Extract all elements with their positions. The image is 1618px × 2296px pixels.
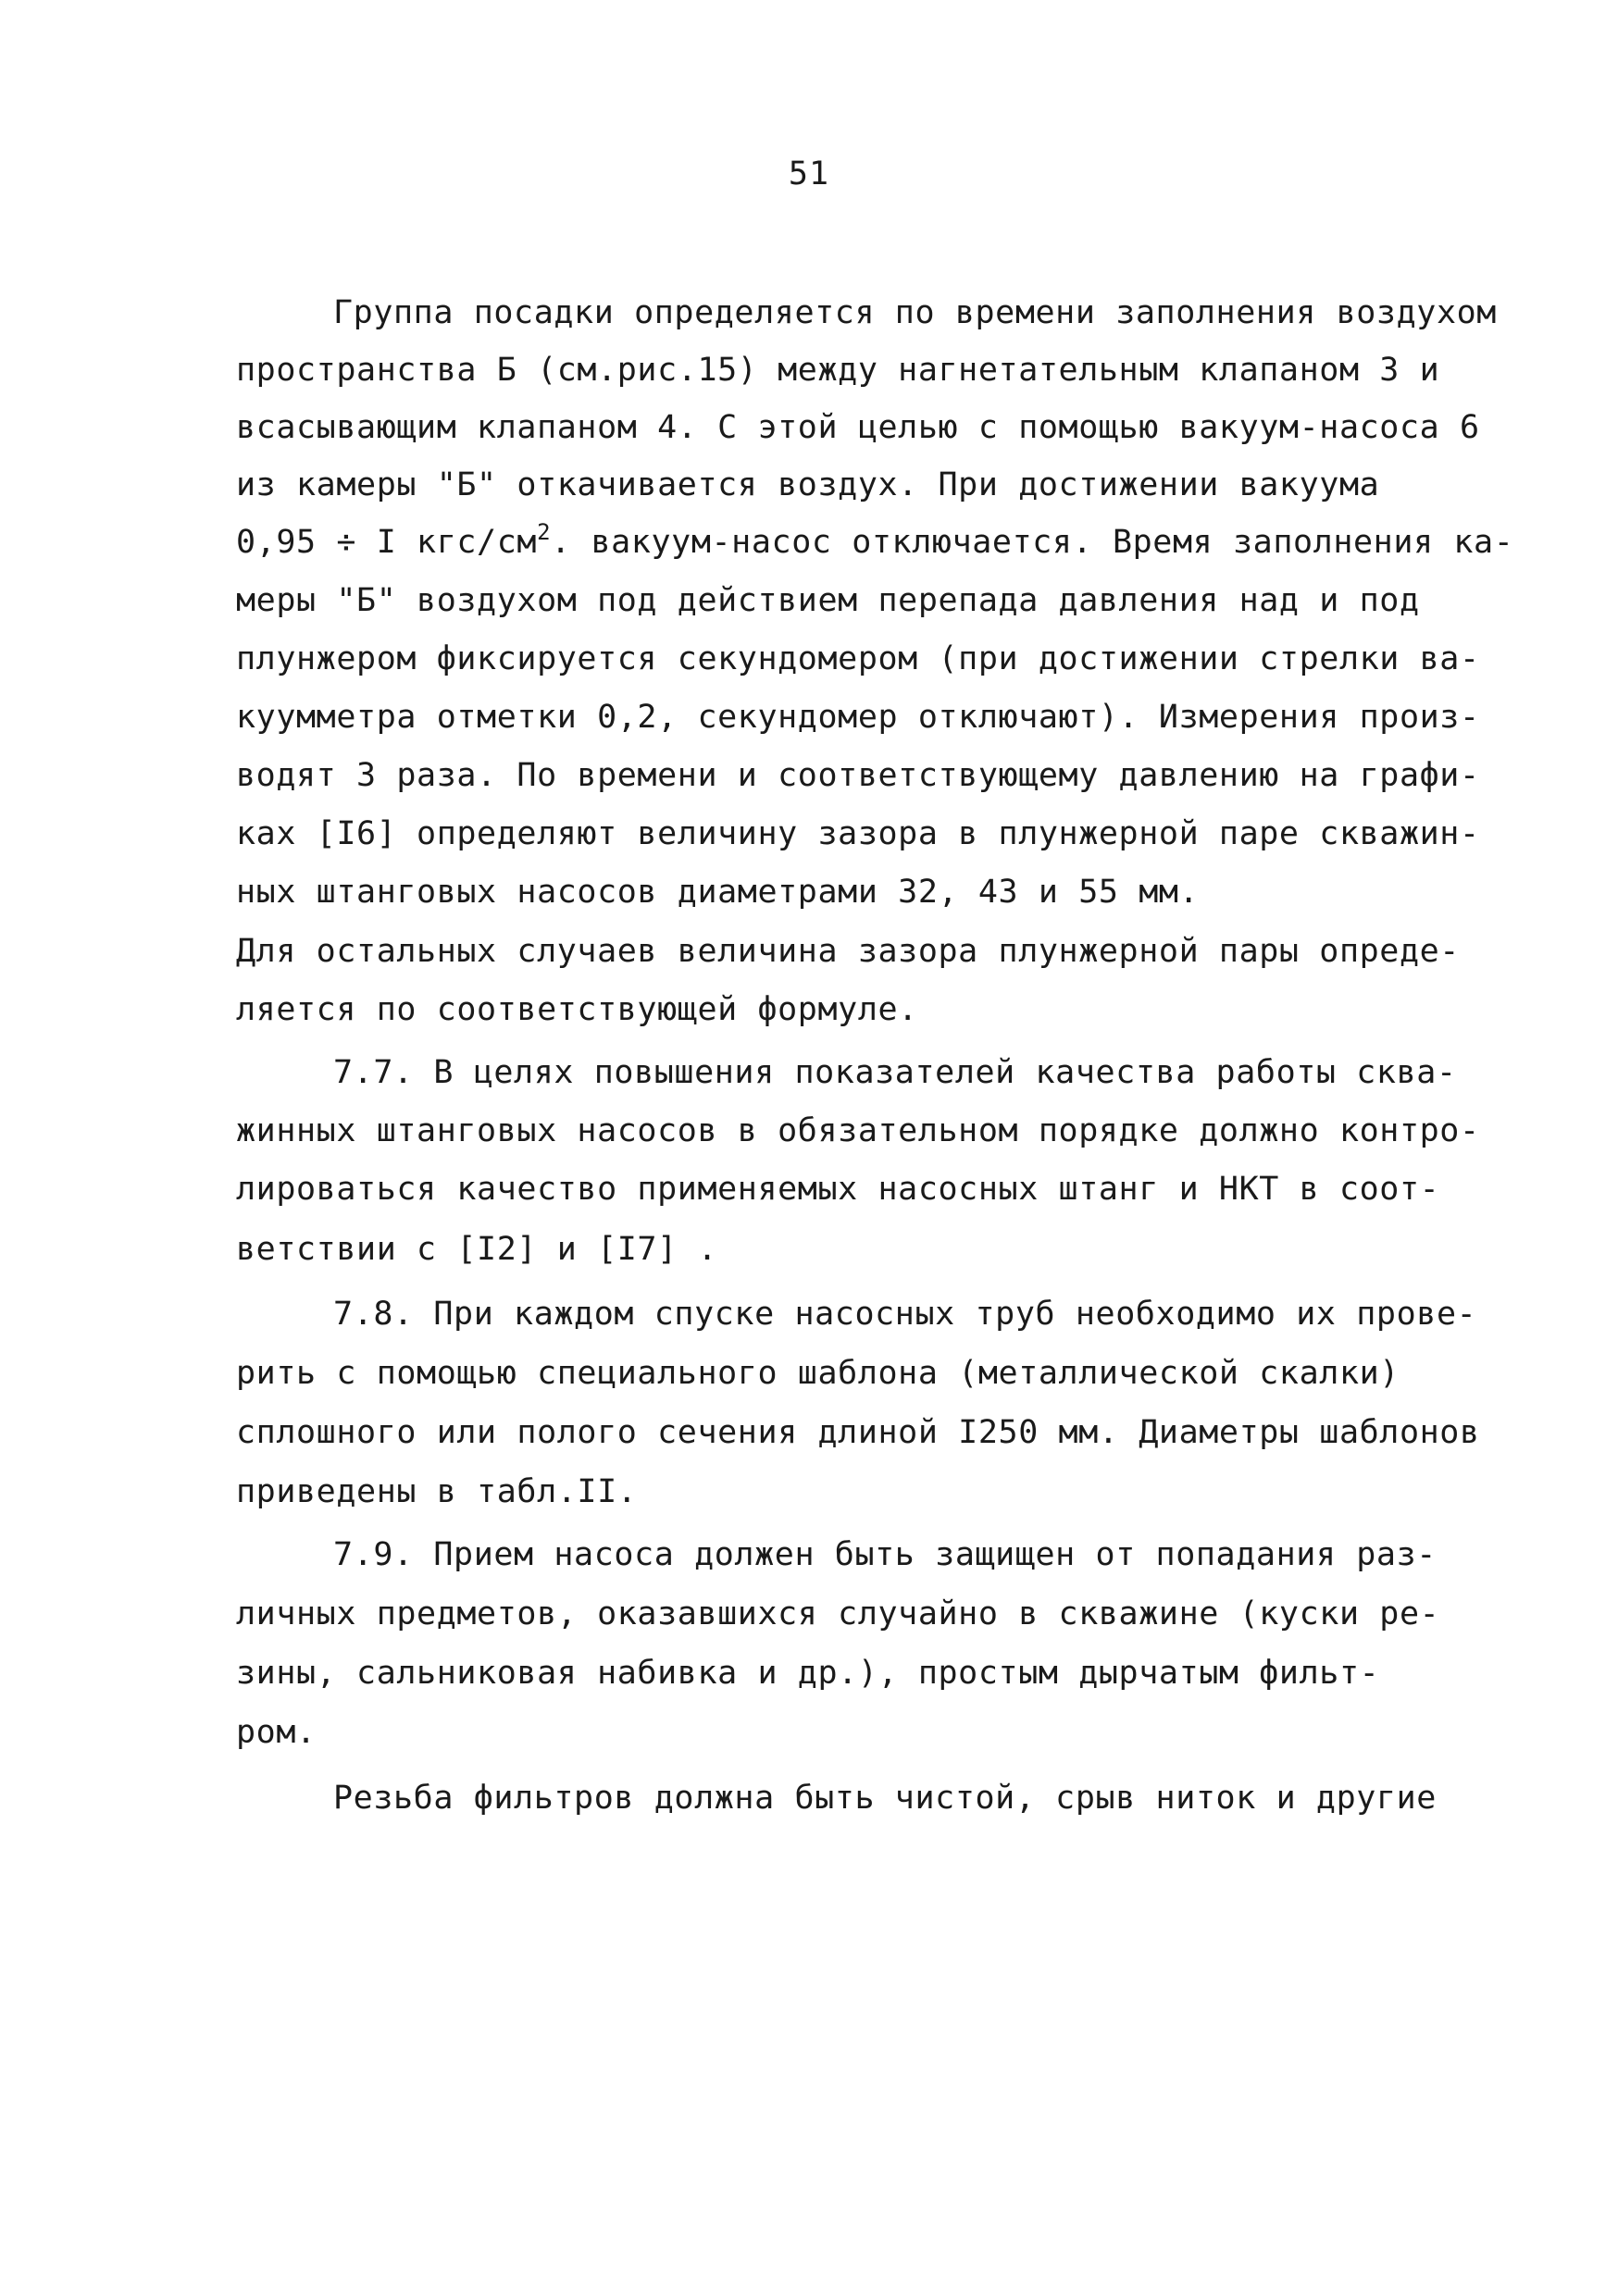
- text-line-18: 7.8. При каждом спуске насосных труб необходимо их прове-: [333, 1296, 1477, 1333]
- text-line-15: жинных штанговых насосов в обязательном порядке должно контро-: [236, 1112, 1480, 1149]
- text-line-24: зины, сальниковая набивка и др.), простым дырчатым фильт-: [236, 1655, 1380, 1692]
- text-line-13: ляется по соответствующей формуле.: [236, 991, 918, 1028]
- text-line-21: приведены в табл.II.: [236, 1473, 638, 1510]
- text-line-12: Для остальных случаев величина зазора плунжерной пары опреде-: [236, 933, 1460, 970]
- text-line-25: ром.: [236, 1714, 317, 1751]
- text-line-11: ных штанговых насосов диаметрами 32, 43 и 55 мм.: [236, 874, 1200, 911]
- text-line-14: 7.7. В целях повышения показателей качества работы сква-: [333, 1054, 1457, 1091]
- text-line-8: куумметра отметки 0,2, секундомер отключают). Измерения произ-: [236, 699, 1480, 736]
- text-line-9: водят 3 раза. По времени и соответствующему давлению на графи-: [236, 757, 1480, 794]
- text-line-23: личных предметов, оказавшихся случайно в скважине (куски ре-: [236, 1595, 1440, 1632]
- text-line-10: ках [I6] определяют величину зазора в плунжерной паре скважин-: [236, 815, 1480, 852]
- page-number: 51: [788, 155, 830, 192]
- text-line-16: лироваться качество применяемых насосных штанг и НКТ в соот-: [236, 1171, 1440, 1208]
- text-line-6: меры "Б" воздухом под действием перепада давления над и под: [236, 582, 1420, 619]
- text-line-20: сплошного или полого сечения длиной I250 мм. Диаметры шаблонов: [236, 1414, 1480, 1451]
- text-line-5-start: 0,95 ÷ I кгс/см: [236, 524, 538, 561]
- text-line-4: из камеры "Б" откачивается воздух. При достижении вакуума: [236, 466, 1380, 503]
- text-line-1: Группа посадки определяется по времени заполнения воздухом: [333, 294, 1497, 331]
- text-line-5-end: . вакуум-насос отключается. Время заполнения ка-: [551, 524, 1514, 561]
- text-line-5: [236, 519, 1514, 561]
- text-line-17: ветствии с [I2] и [I7] .: [236, 1231, 718, 1268]
- text-line-3: всасывающим клапаном 4. С этой целью с помощью вакуум-насоса 6: [236, 409, 1480, 446]
- superscript-2: 2: [537, 519, 552, 545]
- text-line-2: пространства Б (см.рис.15) между нагнетательным клапаном 3 и: [236, 352, 1440, 389]
- text-line-7: плунжером фиксируется секундомером (при достижении стрелки ва-: [236, 640, 1480, 677]
- text-line-19: рить с помощью специального шаблона (металлической скалки): [236, 1355, 1400, 1392]
- text-line-22: 7.9. Прием насоса должен быть защищен от попадания раз-: [333, 1536, 1437, 1573]
- text-line-26: Резьба фильтров должна быть чистой, срыв ниток и другие: [333, 1780, 1437, 1817]
